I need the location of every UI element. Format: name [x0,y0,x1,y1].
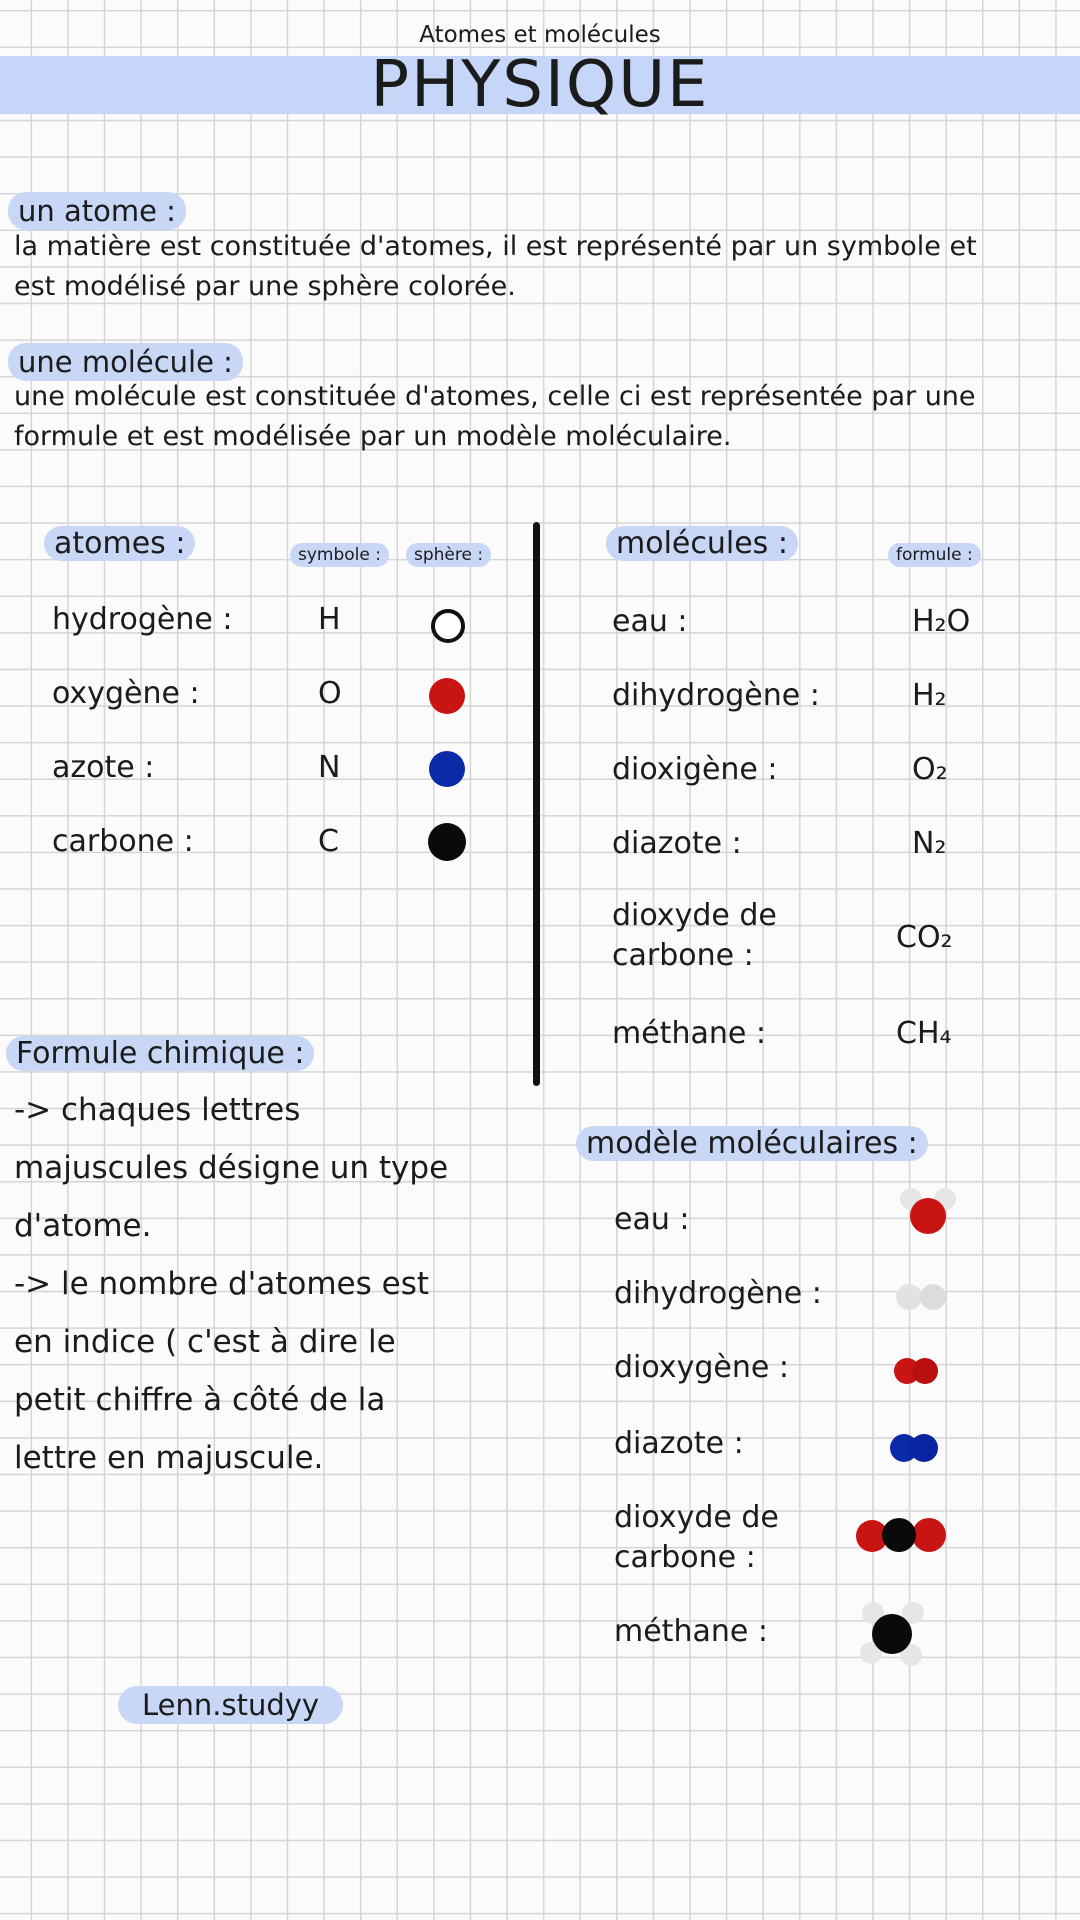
sphere-nitrogen [429,751,465,787]
atoms-heading: atomes : [44,526,195,561]
molecule-heading: une molécule : [8,343,243,381]
atom-definition-line2: est modélisé par une sphère colorée. [14,271,516,302]
carbon-ball [872,1614,912,1654]
model-name-water: eau : [614,1202,690,1237]
formula-dihydrogen: H₂ [912,678,947,713]
hydrogen-ball [920,1284,946,1310]
atom-symbol-hydrogen: H [318,602,341,637]
formula-note-line: lettre en majuscule. [14,1440,324,1476]
formula-note-line: -> chaques lettres [14,1092,301,1128]
column-divider [533,522,540,1086]
oxygen-ball [912,1518,946,1552]
formula-note-line: en indice ( c'est à dire le [14,1324,396,1360]
molecule-name-dinitrogen: diazote : [612,826,742,861]
model-name-co2-line2: carbone : [614,1540,756,1575]
sphere-carbon [428,823,466,861]
molecule-name-water: eau : [612,604,688,639]
molecule-name-dihydrogen: dihydrogène : [612,678,820,713]
model-name-methane: méthane : [614,1614,768,1649]
hydrogen-ball [896,1284,922,1310]
atom-definition-line1: la matière est constituée d'atomes, il est représenté par un symbole et [14,231,977,262]
formula-note-line: petit chiffre à côté de la [14,1382,386,1418]
formula-dinitrogen: N₂ [912,826,947,861]
molecule-name-methane: méthane : [612,1016,766,1051]
atom-symbol-carbon: C [318,824,339,859]
molecule-name-co2-line1: dioxyde de [612,898,777,933]
formula-note-line: -> le nombre d'atomes est [14,1266,430,1302]
atom-name-carbon: carbone : [52,824,194,859]
col-sphere-header: sphère : [406,543,491,567]
oxygen-ball [910,1198,946,1234]
molecules-heading: molécules : [606,526,798,561]
formula-co2: CO₂ [896,920,953,955]
model-name-dihydrogen: dihydrogène : [614,1276,822,1311]
sphere-oxygen [429,678,465,714]
author-signature: Lenn.studyy [118,1686,343,1724]
atom-name-nitrogen: azote : [52,750,155,785]
col-formula-header: formule : [888,543,981,567]
page-title: PHYSIQUE [370,48,710,122]
molecule-definition-line1: une molécule est constituée d'atomes, celle ci est représentée par une [14,381,976,412]
atom-symbol-oxygen: O [318,676,342,711]
atom-name-oxygen: oxygène : [52,676,200,711]
col-symbol-header: symbole : [290,543,389,567]
molecule-definition-line2: formule et est modélisée par un modèle moléculaire. [14,421,732,452]
model-name-dioxygen: dioxygène : [614,1350,789,1385]
formula-methane: CH₄ [896,1016,952,1051]
formula-note-line: d'atome. [14,1208,152,1244]
atom-symbol-nitrogen: N [318,750,341,785]
formula-note-heading: Formule chimique : [6,1036,314,1071]
molecule-name-co2-line2: carbone : [612,938,754,973]
carbon-ball [882,1518,916,1552]
model-name-dinitrogen: diazote : [614,1426,744,1461]
nitrogen-ball [910,1434,938,1462]
models-heading: modèle moléculaires : [576,1126,928,1161]
sphere-hydrogen [431,609,465,643]
oxygen-ball [912,1358,938,1384]
atom-heading: un atome : [8,192,186,230]
model-name-co2-line1: dioxyde de [614,1500,779,1535]
formula-water: H₂O [912,604,971,639]
page-subtitle: Atomes et molécules [419,22,661,48]
formula-dioxygen: O₂ [912,752,948,787]
atom-name-hydrogen: hydrogène : [52,602,233,637]
molecule-name-dioxygen: dioxigène : [612,752,778,787]
formula-note-line: majuscules désigne un type [14,1150,449,1186]
